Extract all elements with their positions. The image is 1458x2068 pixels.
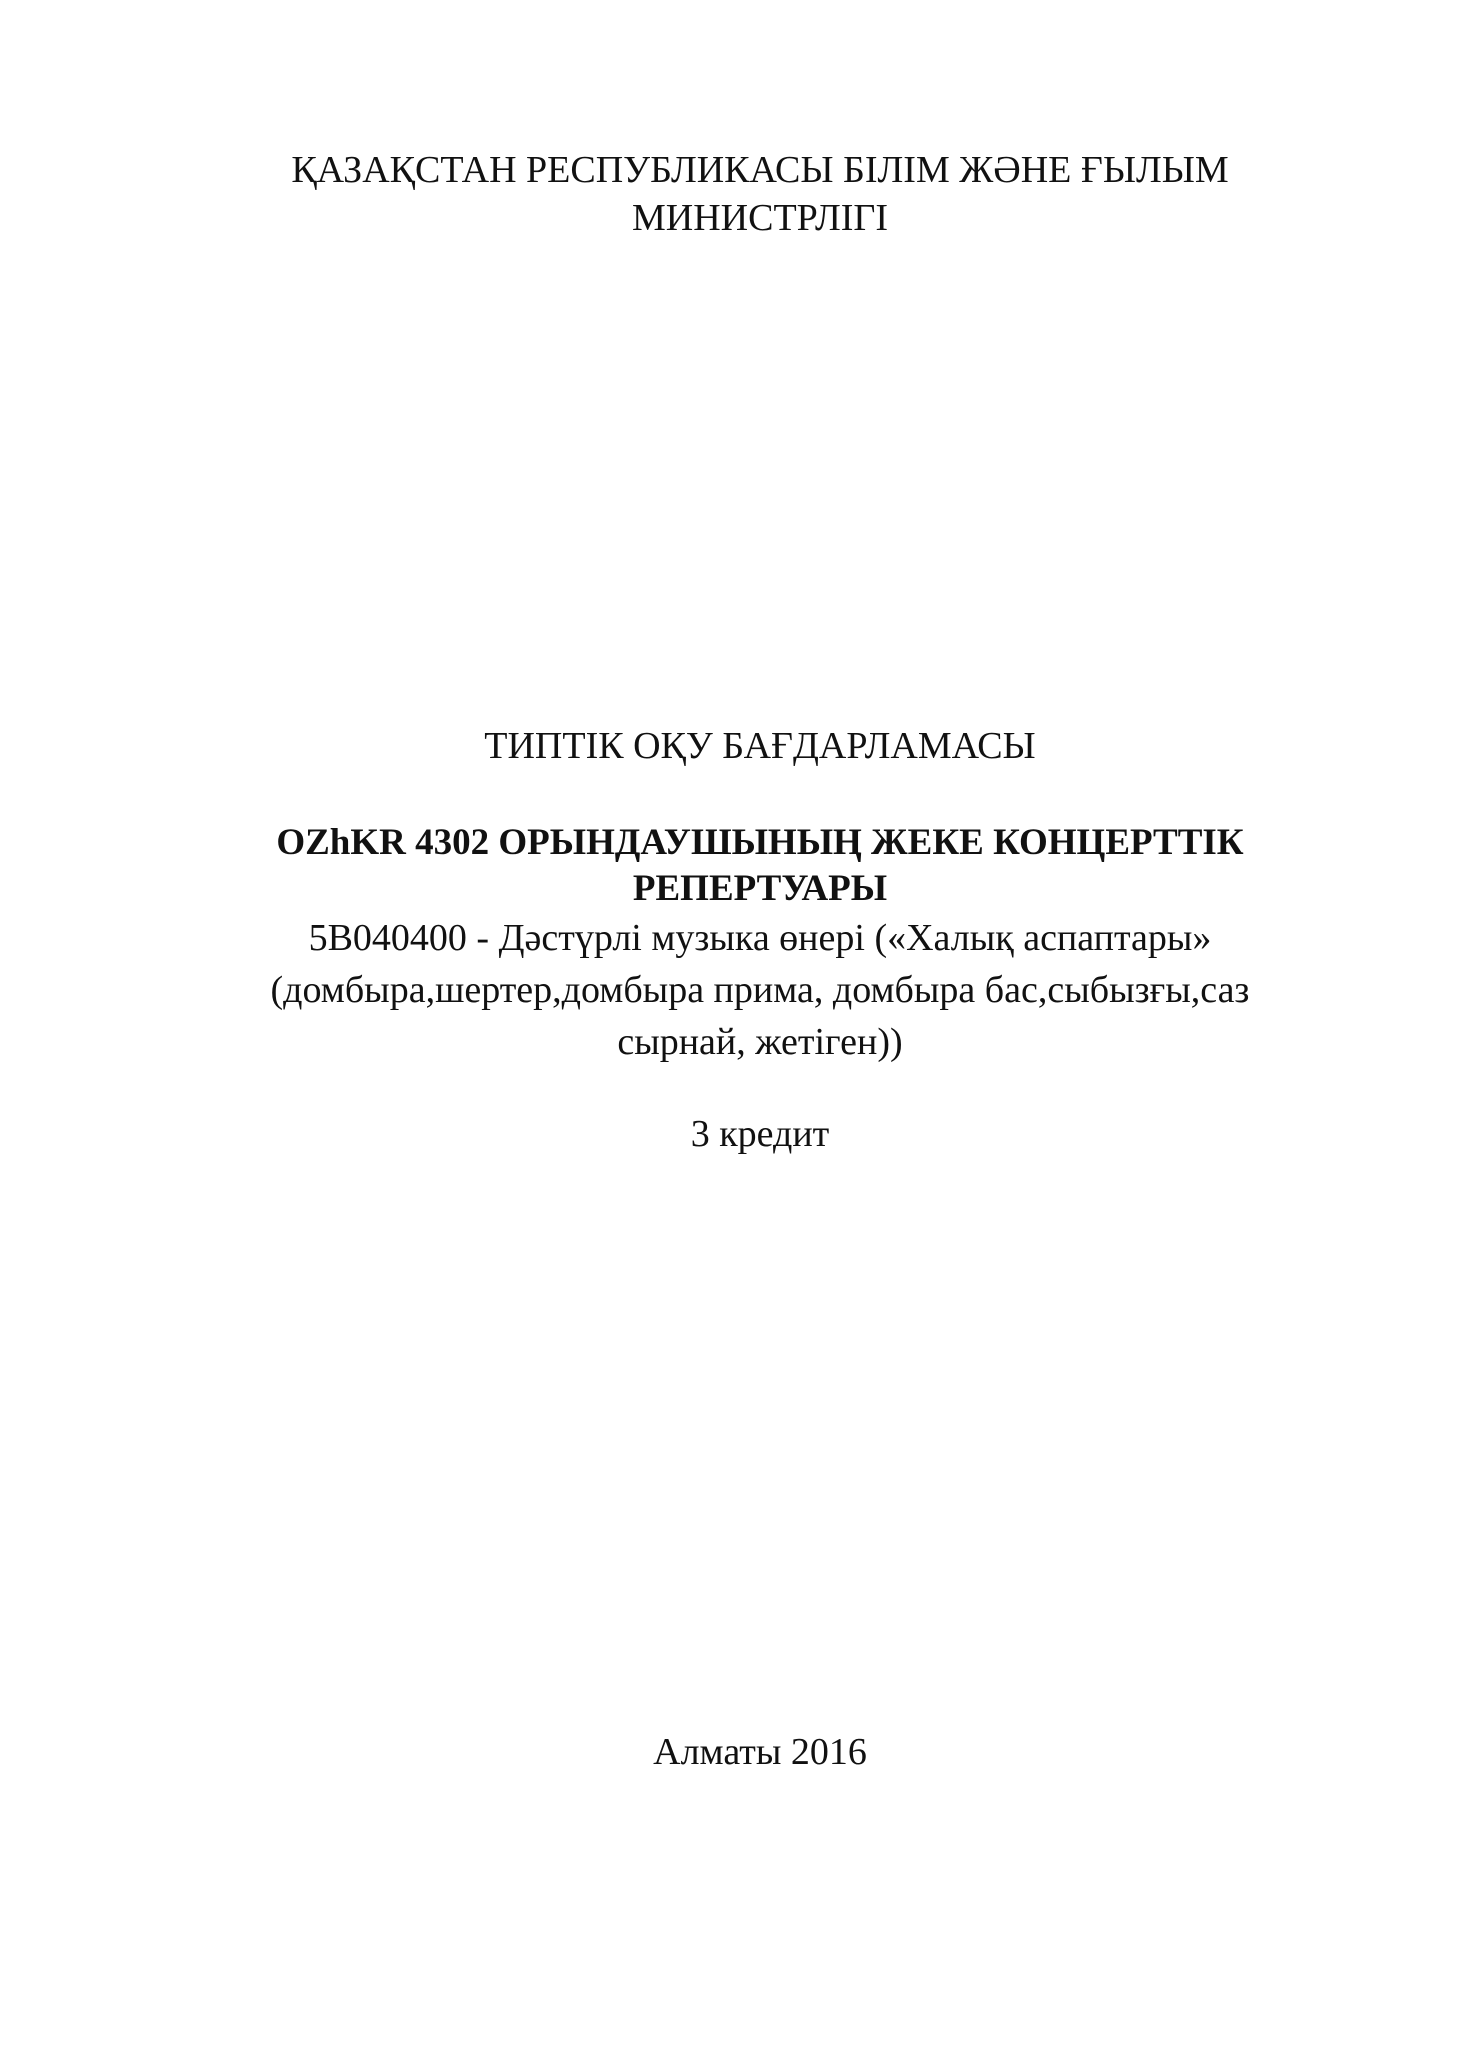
document-type — [180, 722, 1340, 770]
specialty-line-3: сырнай, жетіген)) — [617, 1021, 903, 1063]
course-title-line-1: OZhKR 4302 ОРЫНДАУШЫНЫҢ ЖЕКЕ КОНЦЕРТТІК — [276, 822, 1244, 863]
credits — [180, 1110, 1340, 1158]
place-year — [180, 1728, 1340, 1776]
specialty-line-1: 5В040400 - Дәстүрлі музыка өнері («Халық аспаптары» — [308, 917, 1212, 959]
course-title-line-2: РЕПЕРТУАРЫ — [632, 868, 888, 909]
specialty — [180, 912, 1340, 1068]
course-title — [180, 820, 1340, 912]
credits-text: 3 кредит — [690, 1113, 830, 1155]
document-type-text: ТИПТІК ОҚУ БАҒДАРЛАМАСЫ — [484, 725, 1036, 767]
ministry-line-1: ҚАЗАҚСТАН РЕСПУБЛИКАСЫ БІЛІМ ЖӘНЕ ҒЫЛЫМ — [291, 149, 1229, 191]
specialty-line-2: (домбыра,шертер,домбыра прима, домбыра бас,сыбызғы,саз — [270, 969, 1250, 1011]
ministry-line-2: МИНИСТРЛІГІ — [632, 197, 888, 239]
ministry-heading — [180, 146, 1340, 242]
place-year-text: Алматы 2016 — [653, 1731, 867, 1773]
